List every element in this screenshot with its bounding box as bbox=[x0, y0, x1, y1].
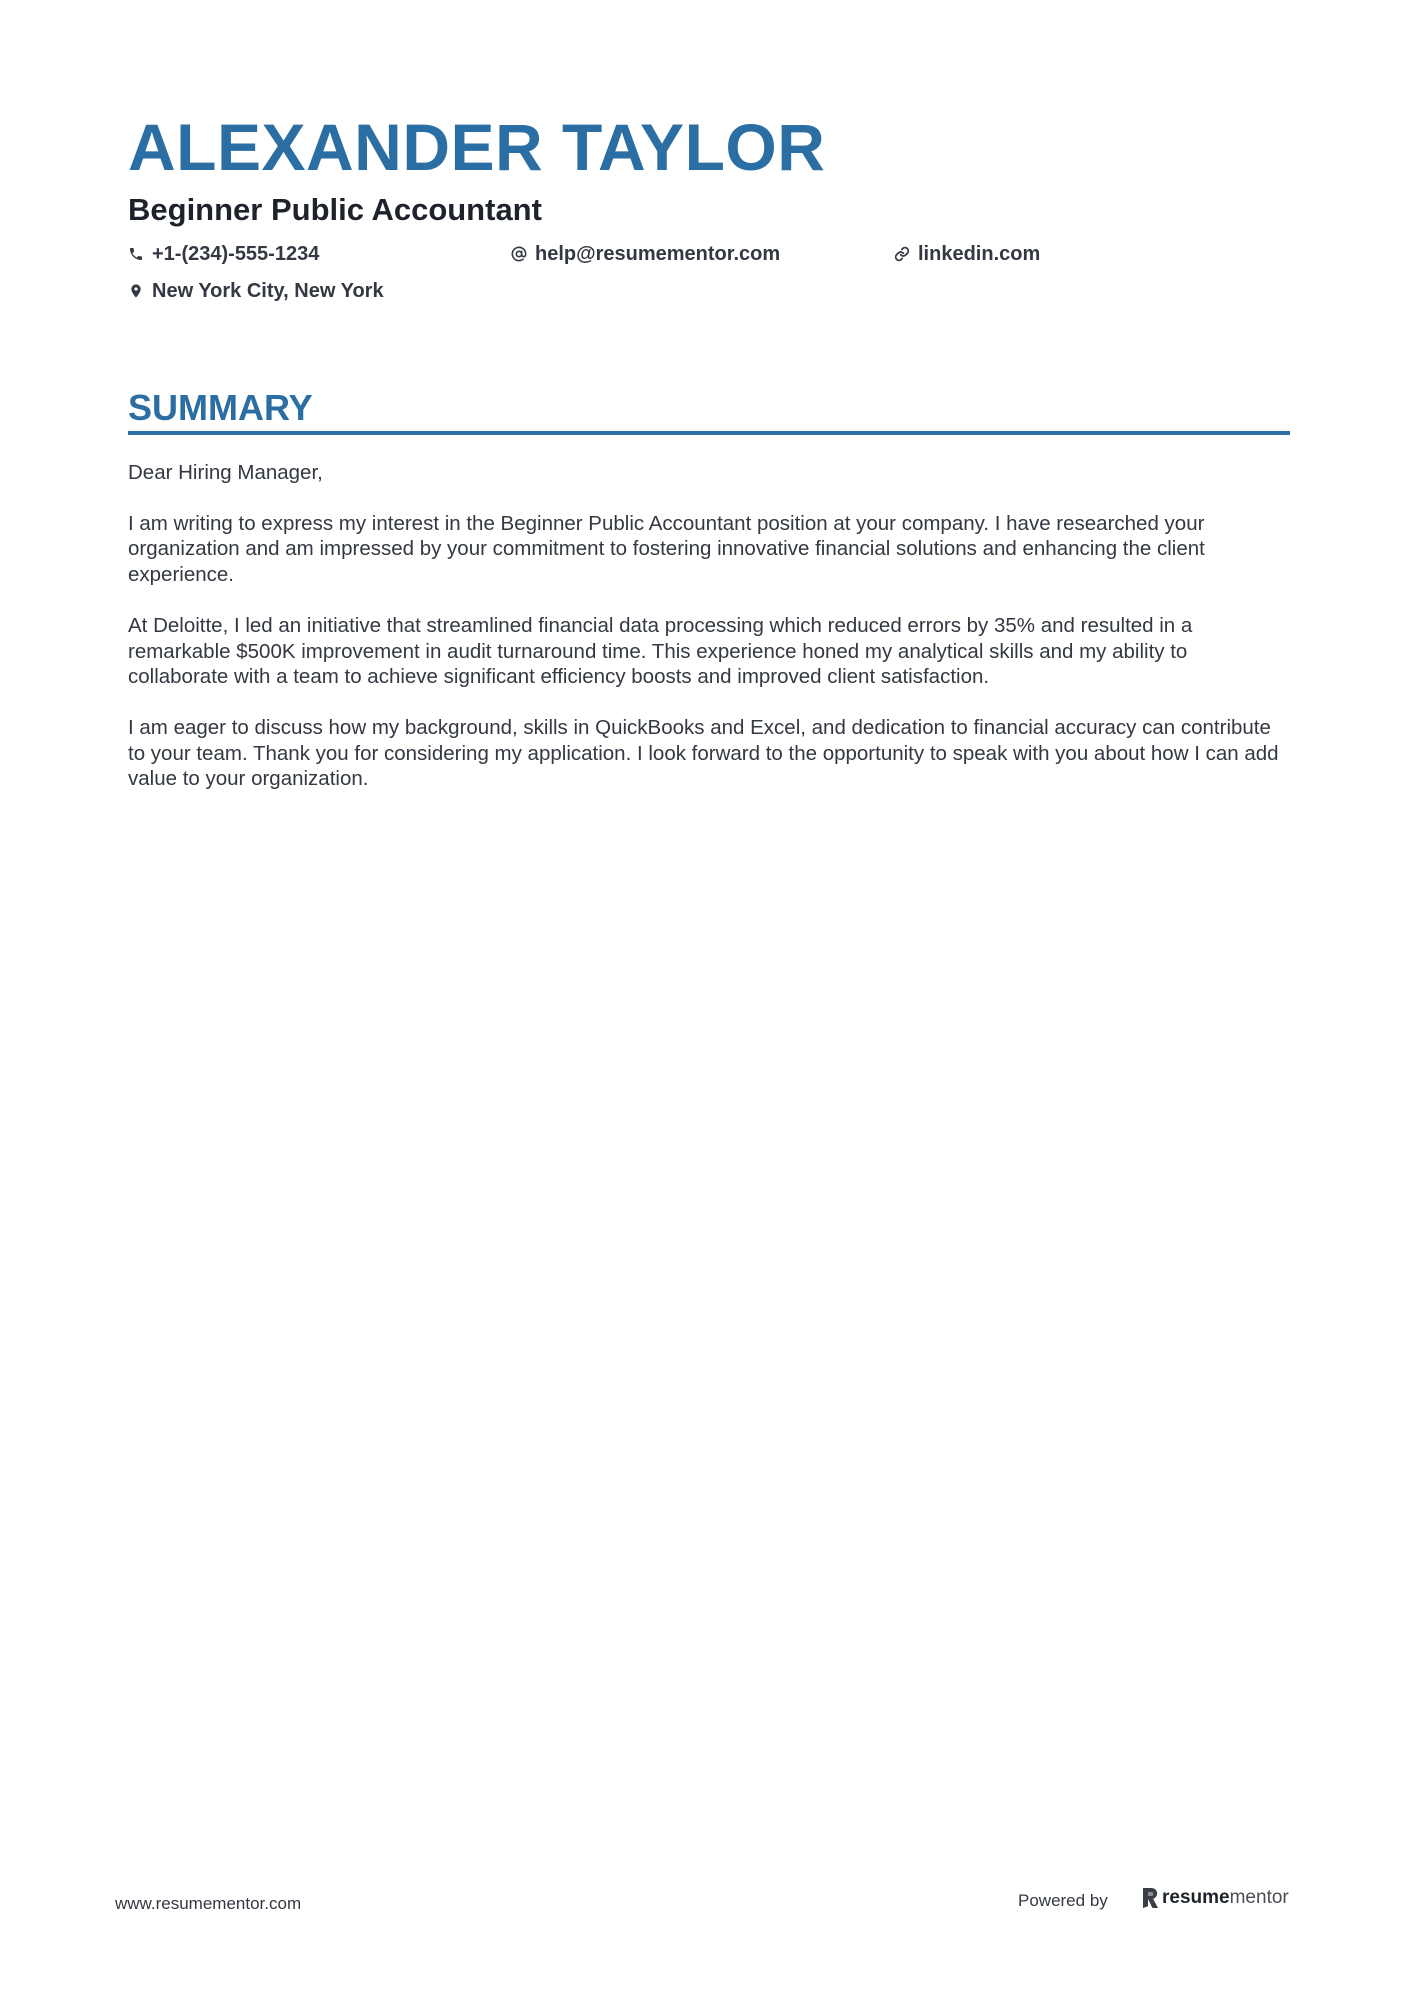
summary-body bbox=[128, 460, 1290, 817]
summary-heading: SUMMARY bbox=[128, 387, 313, 428]
letter-paragraph: I am writing to express my interest in the Beginner Public Accountant position at your company. I have researched your organization and am impressed by your commitment to fostering innovative financial solutions and enhancing the client experience. bbox=[128, 511, 1205, 587]
candidate-name: ALEXANDER TAYLOR bbox=[128, 110, 826, 184]
brand-wordmark-light: mentor bbox=[1229, 1887, 1289, 1908]
at-sign-icon bbox=[511, 246, 527, 262]
contact-email bbox=[511, 241, 780, 267]
contact-phone bbox=[128, 241, 319, 267]
contact-link bbox=[894, 241, 1040, 267]
location-text: New York City, New York bbox=[152, 280, 384, 302]
map-pin-icon bbox=[128, 283, 144, 299]
letter-salutation: Dear Hiring Manager, bbox=[128, 461, 323, 484]
brand-wordmark-bold: resume bbox=[1162, 1887, 1230, 1908]
letter-paragraph: I am eager to discuss how my background, skills in QuickBooks and Excel, and dedication to financial accuracy can contribute to your team. Thank you for considering my application. I look forward to the opportunity to speak with you about how I can add value to your organization. bbox=[128, 715, 1279, 791]
job-title: Beginner Public Accountant bbox=[128, 192, 542, 227]
link-icon bbox=[894, 246, 910, 262]
section-divider bbox=[128, 431, 1290, 435]
letter-paragraph: At Deloitte, I led an initiative that streamlined financial data processing which reduced errors by 35% and resulted in a remarkable $500K improvement in audit turnaround time. This experience honed my analytical skills and my ability to collaborate with a team to achieve significant efficiency boosts and improved client satisfaction. bbox=[128, 613, 1193, 689]
brand-wordmark bbox=[1162, 1887, 1289, 1909]
brand-logo[interactable] bbox=[1142, 1887, 1289, 1909]
linkedin-link[interactable]: linkedin.com bbox=[918, 243, 1041, 265]
phone-text: +1-(234)-555-1234 bbox=[152, 243, 320, 265]
contact-location bbox=[128, 278, 384, 304]
powered-by-label: Powered by bbox=[1018, 1891, 1108, 1910]
phone-icon bbox=[128, 246, 144, 262]
email-link[interactable]: help@resumementor.com bbox=[535, 243, 781, 265]
footer-url[interactable]: www.resumementor.com bbox=[115, 1894, 302, 1913]
resumementor-logo-icon bbox=[1142, 1887, 1159, 1909]
